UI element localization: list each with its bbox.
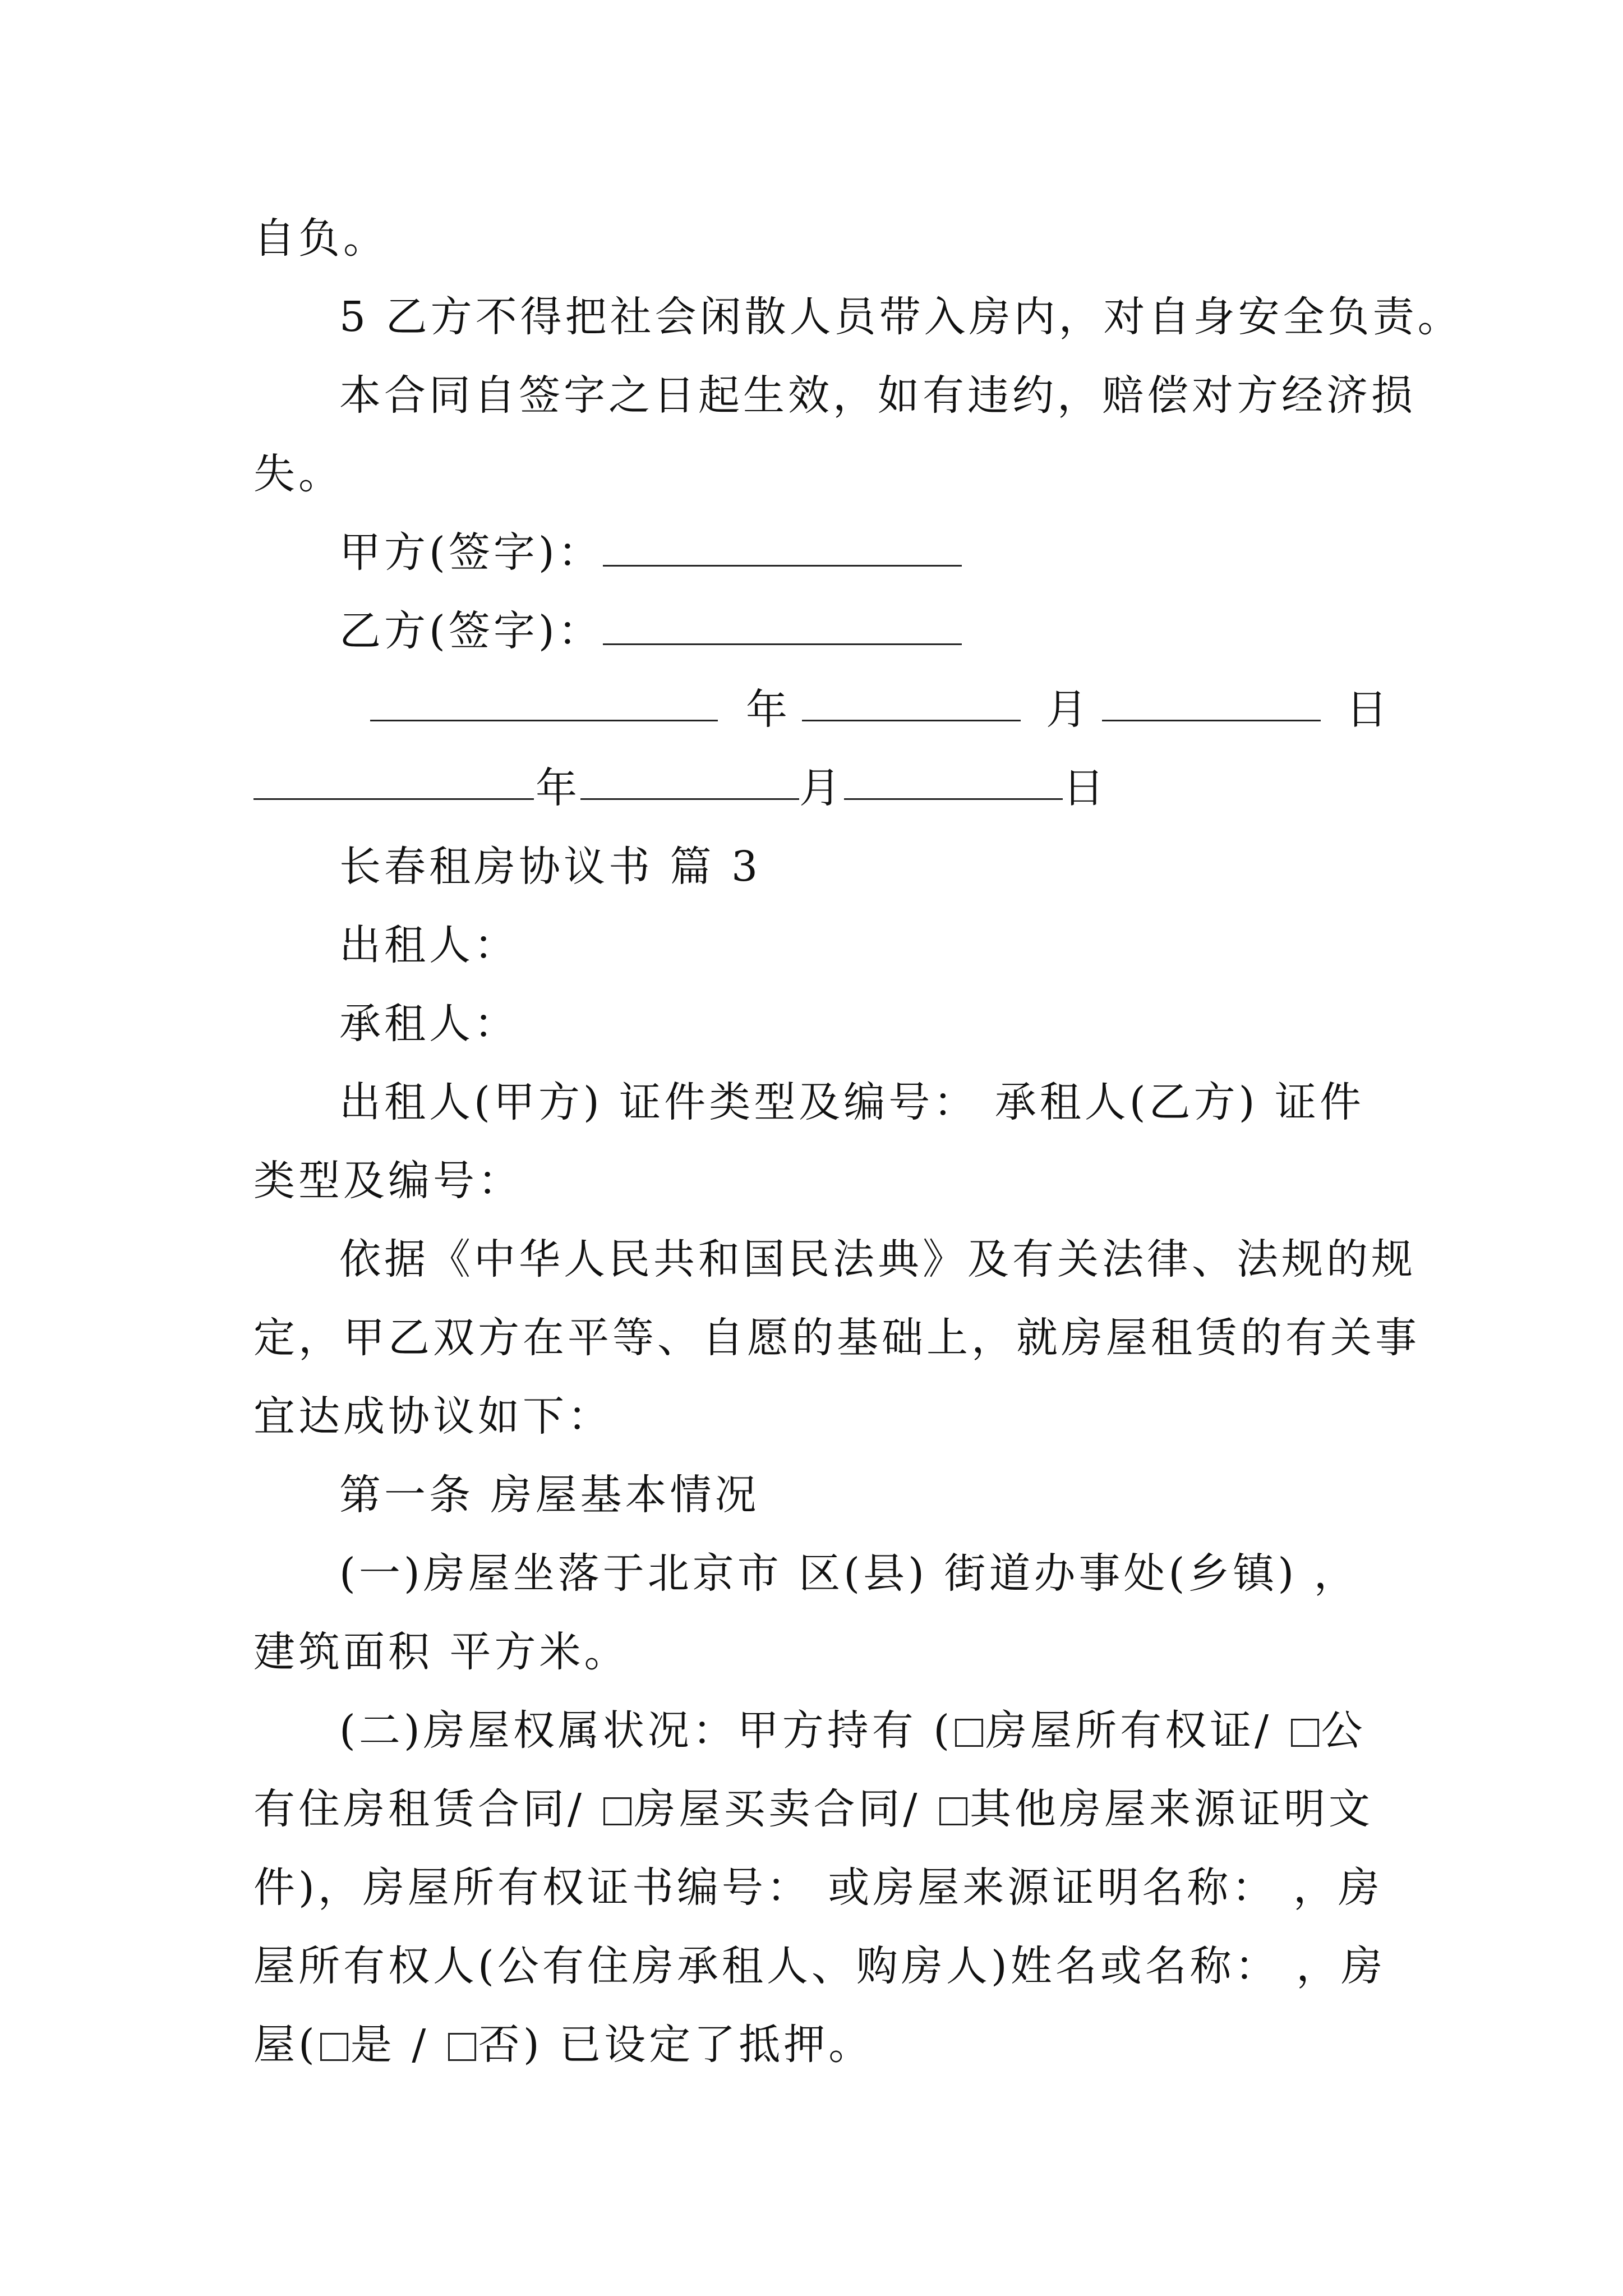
- text-span: 否) 已设定了抵押。: [478, 2021, 874, 2069]
- text-line: [253, 2011, 873, 2078]
- signature-blank: [603, 532, 962, 567]
- article-heading: 第一条 房屋基本情况: [339, 1471, 760, 1519]
- signature-label: 乙方(签字)：: [339, 607, 603, 655]
- day-label: 日: [1063, 764, 1104, 812]
- text-line: [253, 1775, 1373, 1843]
- text-line: 本合同自签字之日起生效，如有违约，赔偿对方经济损: [339, 371, 1416, 420]
- text-line: 屋所有权人(公有住房承租人、购房人)姓名或名称： ，房: [253, 1942, 1386, 1990]
- text-line: 件)，房屋所有权证书编号： 或房屋来源证明名称： ，房: [253, 1864, 1383, 1912]
- month-label: 月: [799, 764, 841, 812]
- signature-blank: [603, 611, 962, 645]
- checkbox-icon: [939, 1797, 967, 1825]
- text-span: 屋(: [253, 2021, 318, 2069]
- checkbox-icon: [955, 1719, 983, 1747]
- text-line: [339, 1697, 1366, 1764]
- signature-label: 甲方(签字)：: [339, 528, 603, 577]
- text-line: 自负。: [253, 214, 388, 263]
- year-blank: [253, 766, 534, 800]
- text-line: 宜达成协议如下：: [253, 1392, 612, 1441]
- text-line: 出租人(甲方) 证件类型及编号： 承租人(乙方) 证件: [339, 1078, 1365, 1126]
- text-span: 是 /: [350, 2021, 446, 2069]
- day-blank: [1102, 687, 1321, 721]
- checkbox-icon: [603, 1797, 631, 1825]
- text-line: (一)房屋坐落于北京市 区(县) 街道办事处(乡镇) ，: [339, 1549, 1359, 1598]
- month-label: 月: [1046, 685, 1087, 734]
- lessee-line: 承租人：: [339, 1000, 519, 1048]
- text-line: 失。: [253, 450, 343, 498]
- checkbox-icon: [1291, 1719, 1319, 1747]
- text-line: 类型及编号：: [253, 1157, 523, 1205]
- month-blank: [802, 687, 1021, 721]
- checkbox-icon: [320, 2033, 348, 2061]
- text-span: 房屋所有权证/: [985, 1706, 1289, 1755]
- text-span: (二)房屋权属状况：甲方持有 (: [339, 1706, 953, 1755]
- section-title: 长春租房协议书 篇 3: [339, 843, 762, 891]
- checkbox-icon: [448, 2033, 476, 2061]
- year-blank: [370, 687, 718, 721]
- text-span: 有住房租赁合同/: [253, 1785, 602, 1833]
- text-line: 依据《中华人民共和国民法典》及有关法律、法规的规: [339, 1235, 1416, 1283]
- text-line: 建筑面积 平方米。: [253, 1628, 629, 1676]
- lessor-line: 出租人：: [339, 921, 519, 969]
- text-span: 其他房屋来源证明文: [969, 1785, 1373, 1833]
- text-span: 公: [1321, 1706, 1366, 1755]
- text-line: 定，甲乙双方在平等、自愿的基础上，就房屋租赁的有关事: [253, 1314, 1420, 1362]
- month-blank: [580, 766, 799, 800]
- day-blank: [844, 766, 1063, 800]
- text-line: 5 乙方不得把社会闲散人员带入房内，对自身安全负责。: [339, 293, 1463, 341]
- signature-line-party-a: [339, 519, 962, 586]
- signature-line-party-b: [339, 597, 962, 665]
- year-label: 年: [536, 764, 577, 812]
- day-label: 日: [1346, 685, 1387, 734]
- text-span: 房屋买卖合同/: [634, 1785, 937, 1833]
- year-label: 年: [746, 685, 787, 734]
